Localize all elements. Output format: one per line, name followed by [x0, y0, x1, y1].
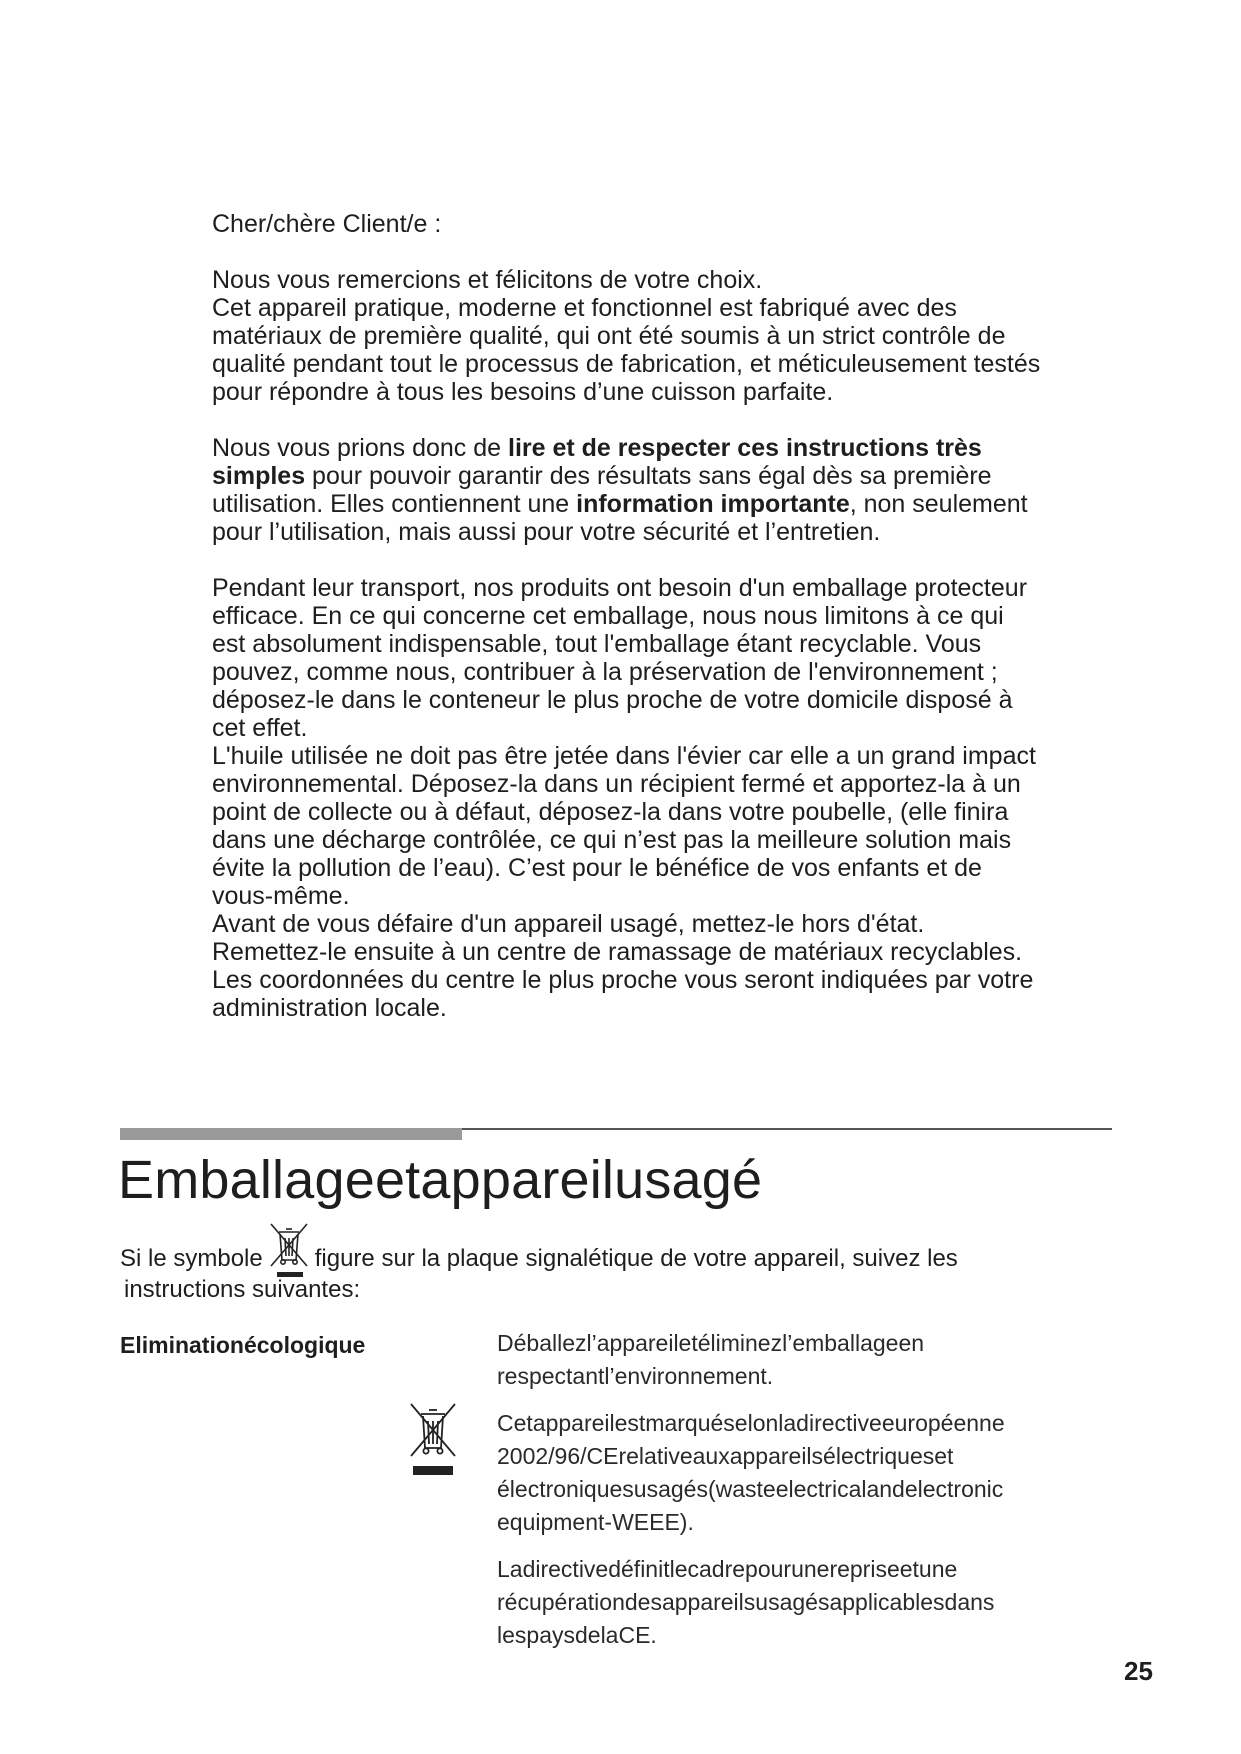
- unpack-paragraph: Déballezl’appareiletéliminezl’emballageen respectantl’environnement.: [497, 1330, 925, 1389]
- directive-framework-paragraph: Ladirectivedéfinitlecadrepourunerepriseetune récupérationdesappareilsusagésapplicablesdans lespaysdelaCE.: [497, 1556, 995, 1648]
- weee-directive-paragraph: Cetappareilestmarquéselonladirectiveeuropéenne 2002/96/CErelativeauxappareilsélectriqueset électroniquesusagés(wasteelectricalandelectronic equipment-WEEE).: [497, 1410, 1005, 1535]
- oil-paragraph: L'huile utilisée ne doit pas être jetée dans l'évier car elle a un grand impact environnemental. Déposez-la dans un récipient fermé et apportez-la à un point de collecte ou à défaut, déposez-la dans votre poubelle, (elle finira dans une décharge contrôlée, ce qui n’est pas la meilleure solution mais évite la pollution de l’eau). C’est pour le bénéfice de vos enfants et de vous-même.: [212, 742, 1036, 910]
- packaging-paragraph: Pendant leur transport, nos produits ont besoin d'un emballage protecteur efficace. En ce qui concerne cet emballage, nous nous limitons à ce qui est absolument indispensable, tout l'emballage étant recyclable. Vous pouvez, comme nous, contribuer à la préservation de l'environnement ; déposez-le dans le conteneur le plus proche de votre domicile disposé à cet effet.: [212, 574, 1028, 742]
- disposal-paragraph: Avant de vous défaire d'un appareil usagé, mettez-le hors d'état. Remettez-le ensuite à un centre de ramassage de matériaux recyclables.: [212, 910, 1023, 966]
- instructions-paragraph: Nous vous prions donc de lire et de respecter ces instructions très simples pour pouvoir garantir des résultats sans égal dès sa première utilisation. Elles contiennent une information importante, non seulement pour l’utilisation, mais aussi pour votre sécurité et l’entretien.: [212, 434, 1028, 546]
- emphasis-read-instructions: lire et de respecter ces instructions très simples: [212, 434, 982, 490]
- weee-crossed-bin-icon: [265, 1232, 313, 1276]
- section-divider-accent: [120, 1128, 462, 1140]
- emphasis-important-info: information importante: [576, 490, 850, 518]
- section-title: Emballageetappareilusagé: [118, 1150, 763, 1210]
- symbol-instruction-continued: instructions suivantes:: [124, 1276, 361, 1303]
- local-admin-paragraph: Les coordonnées du centre le plus proche vous seront indiquées par votre administration locale.: [212, 966, 1034, 1022]
- weee-crossed-bin-icon: [408, 1402, 458, 1476]
- thanks-line: Nous vous remercions et félicitons de votre choix.: [212, 266, 763, 294]
- page-number: 25: [1124, 1656, 1153, 1686]
- eco-disposal-heading: Eliminationécologique: [120, 1332, 366, 1358]
- quality-paragraph: Cet appareil pratique, moderne et fonctionnel est fabriqué avec des matériaux de première qualité, qui ont été soumis à un strict contrôle de qualité pendant tout le processus de fabrication, et méticuleusement testés pour répondre à tous les besoins d’une cuisson parfaite.: [212, 294, 1041, 406]
- intro-text: [212, 210, 1042, 1022]
- greeting: Cher/chère Client/e :: [212, 210, 442, 238]
- eco-disposal-text: [497, 1327, 1097, 1666]
- symbol-instruction: Si le symbole figure sur la plaque signalétique de votre appareil, suivez les: [120, 1232, 1130, 1276]
